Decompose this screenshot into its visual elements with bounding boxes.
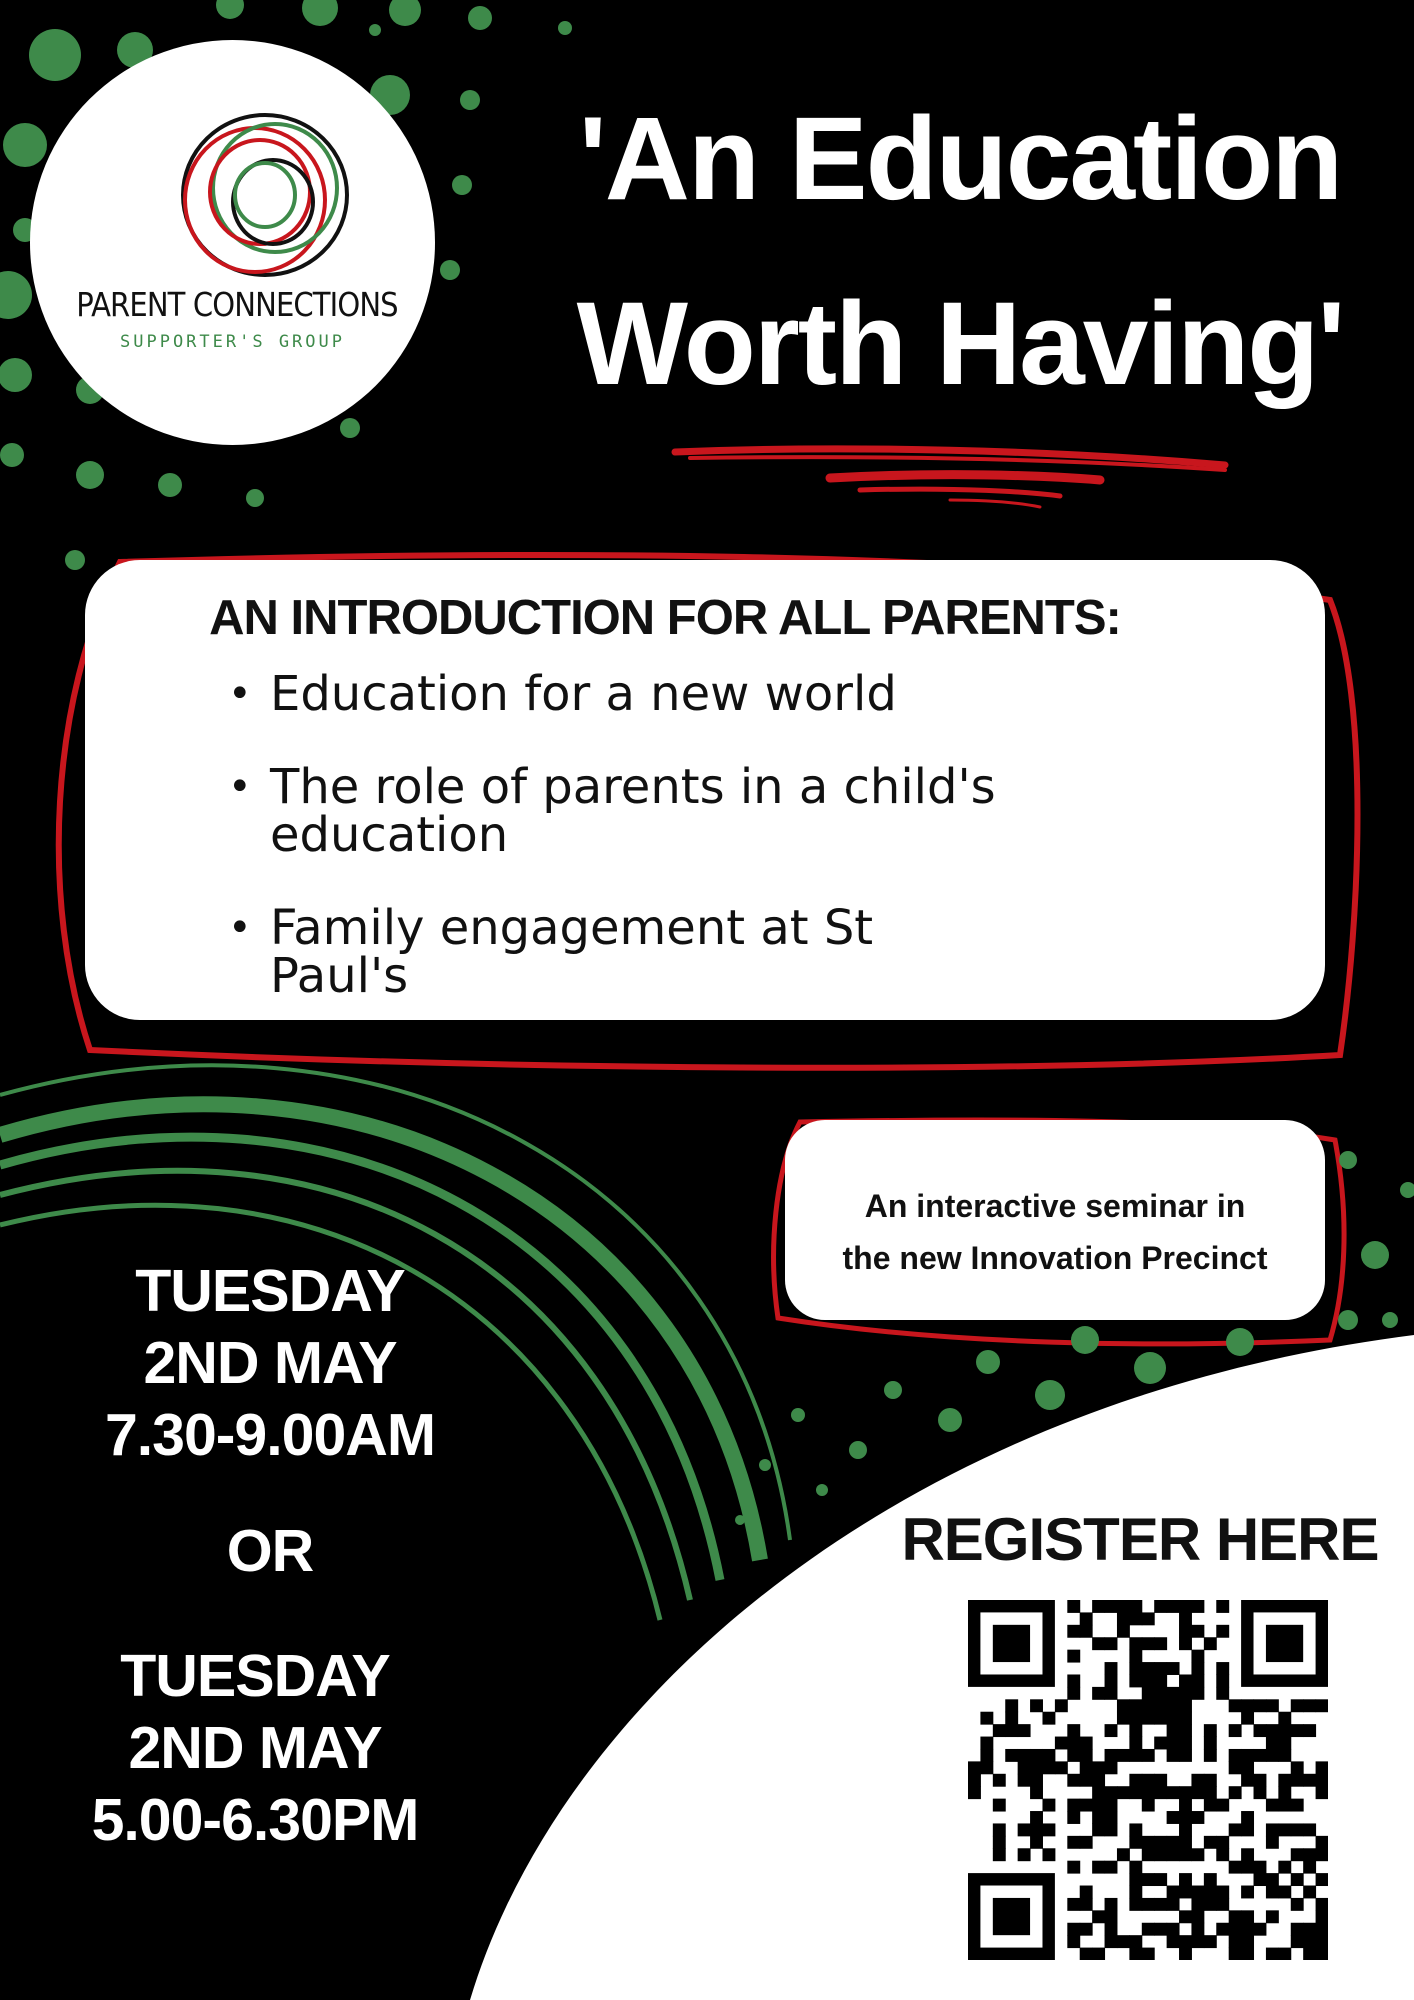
seminar-description	[785, 1180, 1325, 1284]
session-2	[50, 1640, 460, 1856]
intro-card	[85, 560, 1325, 1020]
session-1	[60, 1255, 480, 1471]
seminar-line-2: the new Innovation Precinct	[842, 1240, 1268, 1276]
session-2-date: 2ND MAY	[128, 1715, 382, 1781]
topic-list	[270, 666, 1010, 1045]
topic-item: • The role of parents in a child's education	[270, 763, 1010, 859]
seminar-line-1: An interactive seminar in	[864, 1188, 1246, 1224]
session-1-day: TUESDAY	[135, 1258, 405, 1324]
register-label: REGISTER HERE	[901, 1506, 1379, 1573]
session-2-time: 5.00-6.30PM	[91, 1787, 419, 1853]
interlocking-rings-icon	[165, 100, 365, 290]
intro-heading: AN INTRODUCTION FOR ALL PARENTS:	[209, 591, 1121, 645]
session-2-day: TUESDAY	[120, 1643, 390, 1709]
seminar-card	[785, 1120, 1325, 1320]
session-1-time: 7.30-9.00AM	[104, 1402, 436, 1468]
qr-code-icon[interactable]	[968, 1600, 1328, 1960]
session-1-date: 2ND MAY	[143, 1330, 397, 1396]
logo-name: PARENT CONNECTIONS	[76, 285, 398, 324]
event-title-line-2: Worth Having'	[576, 278, 1344, 410]
session-separator: OR	[226, 1518, 314, 1584]
topic-item: • Family engagement at St Paul's	[270, 904, 1010, 1000]
event-title-line-1: 'An Education	[578, 93, 1342, 225]
logo-subtitle: SUPPORTER'S GROUP	[120, 332, 345, 352]
red-underline-scribble	[675, 449, 1225, 507]
topic-item: • Education for a new world	[270, 670, 1010, 718]
logo	[30, 40, 435, 445]
